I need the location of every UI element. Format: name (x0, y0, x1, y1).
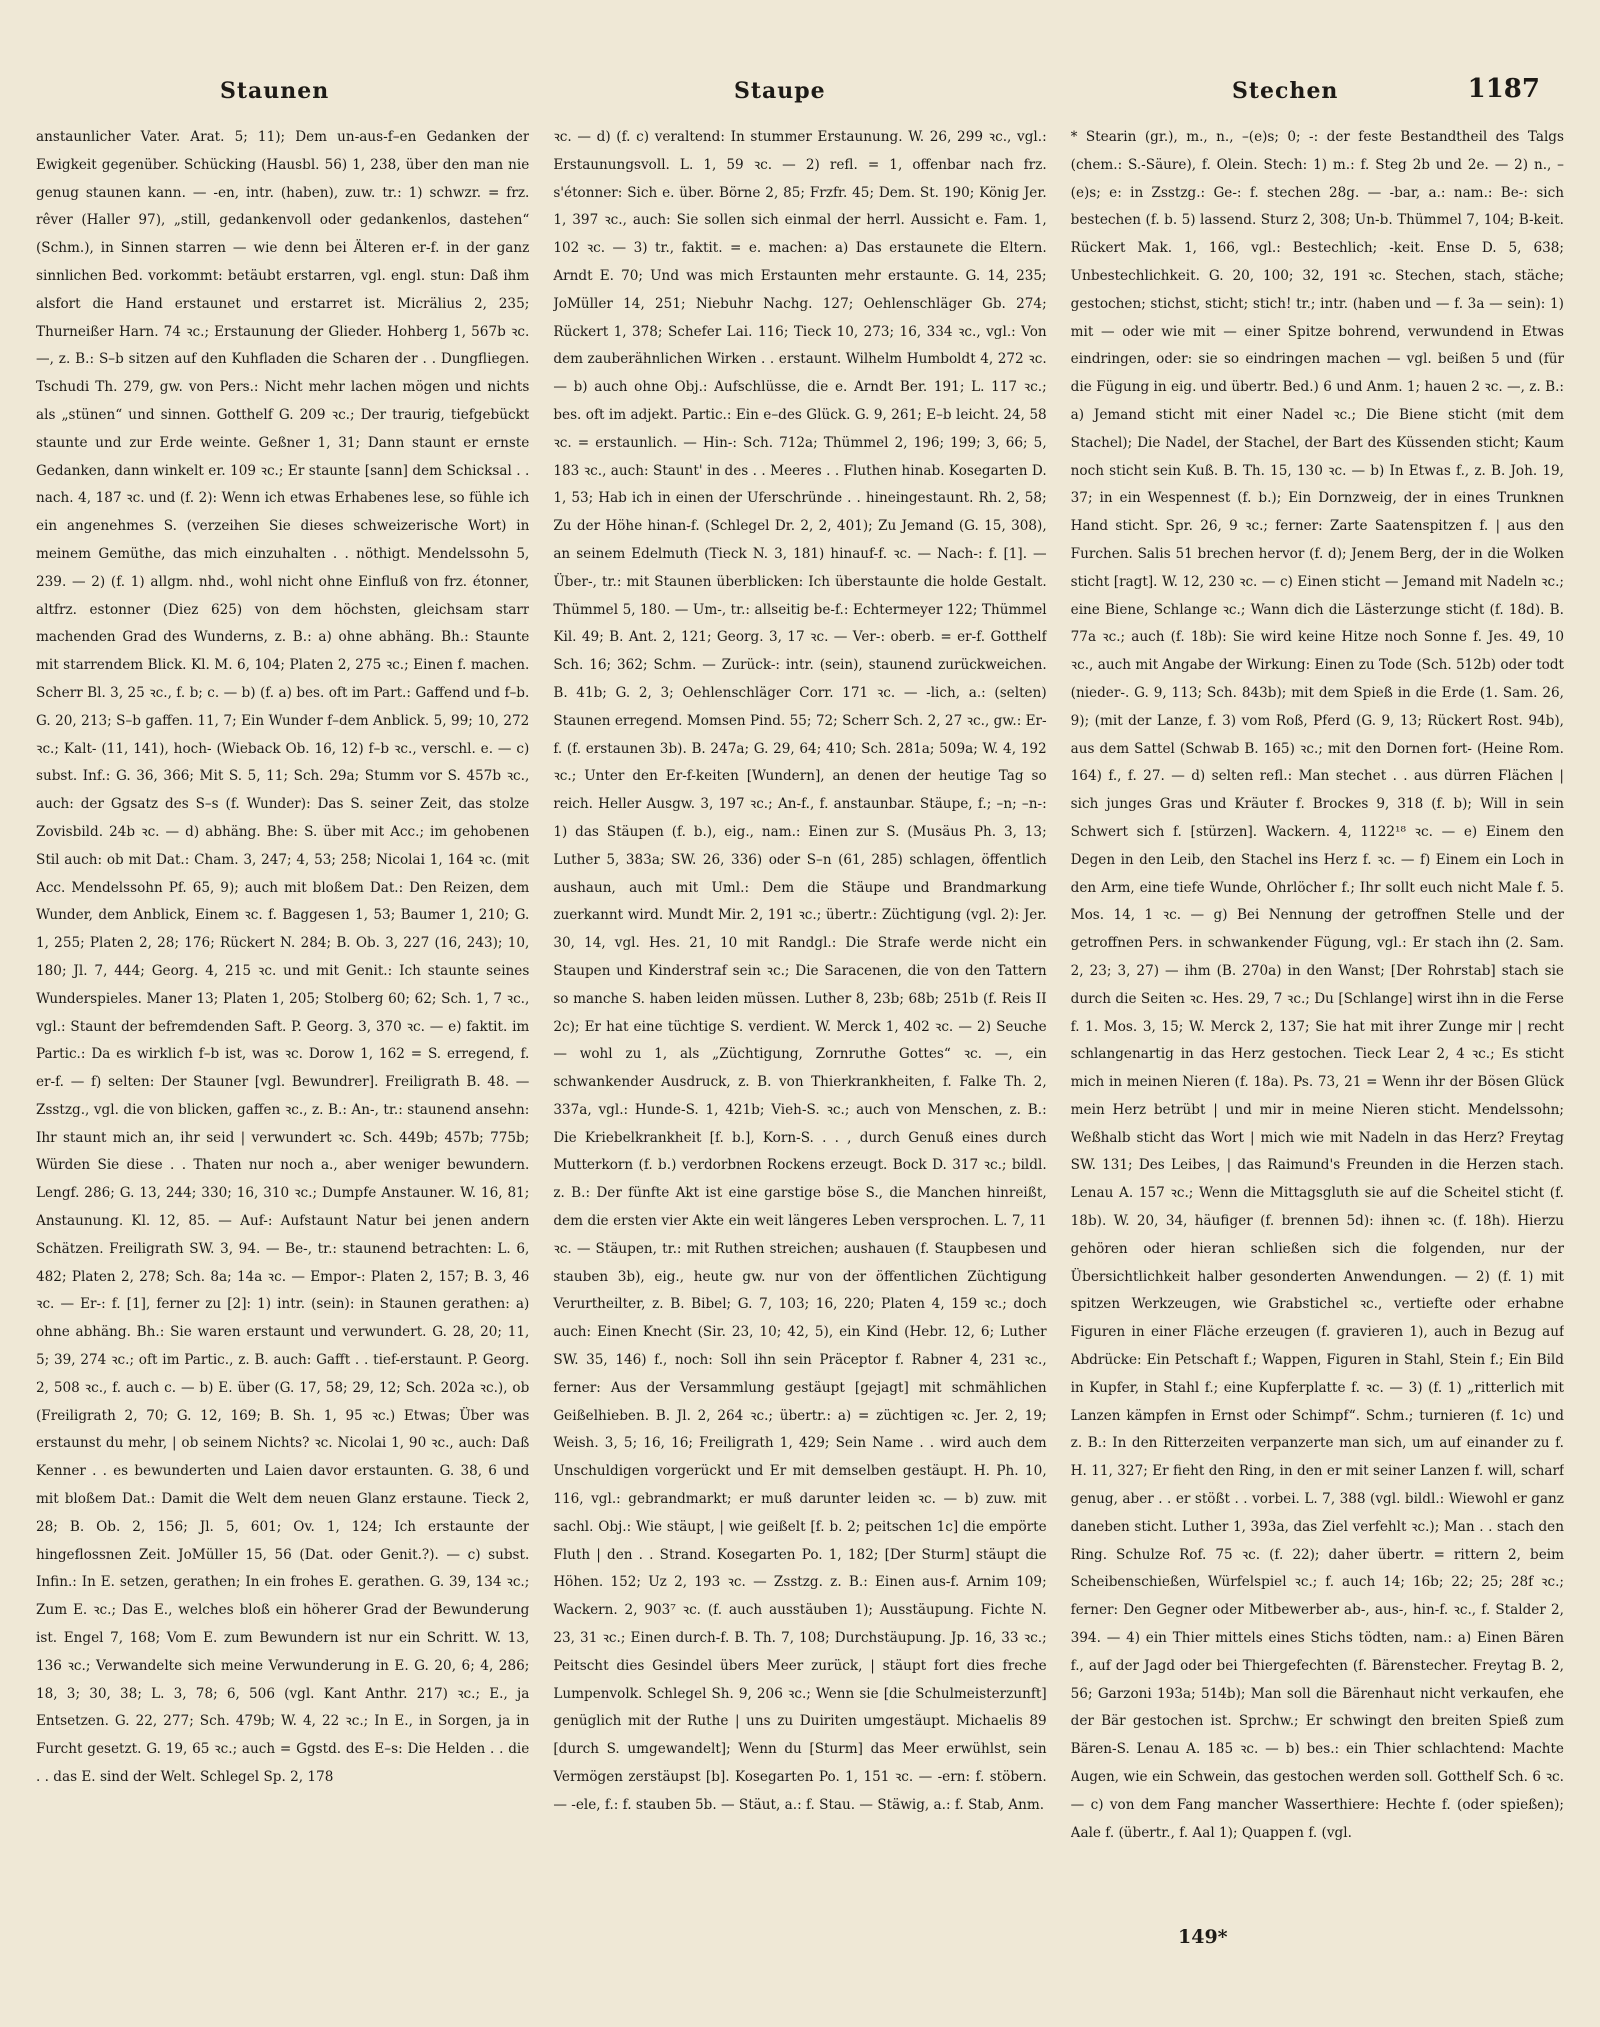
column-middle (553, 124, 1046, 1924)
column-right (1071, 124, 1564, 1924)
column-middle-text: ꝛc. — d) (f. c) veraltend: In stummer Erstaunung. W. 26, 299 ꝛc., vgl.: Erstaunungsvoll. L. 1, 59 ꝛc. — 2) refl. = 1, offenbar nach frz. s'étonner: Sich e. über. Börne 2, 85; Frzfr. 45; Dem. St. 190; König Jer. 1, 397 ꝛc., auch: Sie sollen sich einmal der herrl. Aussicht e. Fam. 1, 102 ꝛc. — 3) tr., faktit. = e. machen: a) Das erstaunete die Eltern. Arndt E. 70; Und was mich Erstaunten mehr erstaunte. G. 14, 235; JoMüller 14, 251; Niebuhr Nachg. 127; Oehlenschläger Gb. 274; Rückert 1, 378; Schefer Lai. 116; Tieck 10, 273; 16, 334 ꝛc., vgl.: Von dem zauberähnlichen Wirken . . erstaunt. Wilhelm Humboldt 4, 272 ꝛc. — b) auch ohne Obj.: Aufschlüsse, die e. Arndt Ber. 191; L. 117 ꝛc.; bes. oft im adjekt. Partic.: Ein e–des Glück. G. 9, 261; E–b leicht. 24, 58 ꝛc. = erstaunlich. — Hin-: Sch. 712a; Thümmel 2, 196; 199; 3, 66; 5, 183 ꝛc., auch: Staunt' in des . . Meeres . . Fluthen hinab. Kosegarten D. 1, 53; Hab ich in einen der Uferschründe . . hineingestaunt. Rh. 2, 58; Zu der Höhe hinan-f. (Schlegel Dr. 2, 2, 401); Zu Jemand (G. 15, 308), an seinem Edelmuth (Tieck N. 3, 181) hinauf-f. ꝛc. — Nach-: f. [1]. — Über-, tr.: mit Staunen überblicken: Ich überstaunte die holde Gestalt. Thümmel 5, 180. — Um-, tr.: allseitig be-f.: Echtermeyer 122; Thümmel Kil. 49; B. Ant. 2, 121; Georg. 3, 17 ꝛc. — Ver-: oberb. = er-f. Gotthelf Sch. 16; 362; Schm. — Zurück-: intr. (sein), staunend zurückweichen. B. 41b; G. 2, 3; Oehlenschläger Corr. 171 ꝛc. — -lich, a.: (selten) Staunen erregend. Momsen Pind. 55; 72; Scherr Sch. 2, 27 ꝛc., gw.: Er-f. (f. erstaunen 3b). B. 247a; G. 29, 64; 410; Sch. 281a; 509a; W. 4, 192 ꝛc.; Unter den Er-f-keiten [Wundern], an denen der heutige Tag so reich. Heller Ausgw. 3, 197 ꝛc.; An-f., f. anstaunbar. Stäupe, f.; –n; –n-: 1) das Stäupen (f. b.), eig., nam.: Einen zur S. (Musäus Ph. 3, 13; Luther 5, 383a; SW. 26, 336) oder S–n (61, 285) schlagen, öffentlich aushaun, auch mit Uml.: Dem die Stäupe und Brandmarkung zuerkannt wird. Mundt Mir. 2, 191 ꝛc.; übertr.: Züchtigung (vgl. 2): Jer. 30, 14, vgl. Hes. 21, 10 mit Randgl.: Die Strafe werde nicht ein Staupen und Kinderstraf sein ꝛc.; Die Saracenen, die von den Tattern so manche S. haben leiden müssen. Luther 8, 23b; 68b; 251b (f. Reis II 2c); Er hat eine tüchtige S. verdient. W. Merck 1, 402 ꝛc. — 2) Seuche — wohl zu 1, als „Züchtigung, Zornruthe Gottes“ ꝛc. —, ein schwankender Ausdruck, z. B. von Thierkrankheiten, f. Falke Th. 2, 337a, vgl.: Hunde-S. 1, 421b; Vieh-S. ꝛc.; auch von Menschen, z. B.: Die Kriebelkrankheit [f. b.], Korn-S. . . , durch Genuß eines durch Mutterkorn (f. b.) verdorbnen Rockens erzeugt. Bock D. 317 ꝛc.; bildl. z. B.: Der fünfte Akt ist eine garstige böse S., die Manchen hinreißt, dem die ersten vier Akte ein weit längeres Leben versprochen. L. 7, 11 ꝛc. — Stäupen, tr.: mit Ruthen streichen; aushauen (f. Staupbesen und stauben 3b), eig., heute gw. nur von der öffentlichen Züchtigung Verurtheilter, z. B. Bibel; G. 7, 103; 16, 220; Platen 4, 159 ꝛc.; doch auch: Einen Knecht (Sir. 23, 10; 42, 5), ein Kind (Hebr. 12, 6; Luther SW. 35, 146) f., noch: Soll ihn sein Präceptor f. Rabner 4, 231 ꝛc., ferner: Aus der Versammlung gestäupt [gejagt] mit schmählichen Geißelhieben. B. Jl. 2, 264 ꝛc.; übertr.: a) = züchtigen ꝛc. Jer. 2, 19; Weish. 3, 5; 16, 16; Freiligrath 1, 429; Sein Name . . wird auch dem Unschuldigen vorgerückt und Er mit demselben gestäupt. H. Ph. 10, 116, vgl.: gebrandmarkt; er muß darunter leiden ꝛc. — b) zuw. mit sachl. Obj.: Wie stäupt, | wie geißelt [f. b. 2; peitschen 1c] die empörte Fluth | den . . Strand. Kosegarten Po. 1, 182; [Der Sturm] stäupt die Höhen. 152; Uz 2, 193 ꝛc. — Zsstzg. z. B.: Einen aus-f. Arnim 109; Wackern. 2, 903⁷ ꝛc. (f. auch ausstäuben 1); Ausstäupung. Fichte N. 23, 31 ꝛc.; Einen durch-f. B. Th. 7, 108; Durchstäupung. Jp. 16, 33 ꝛc.; Peitscht dies Gesindel übers Meer zurück, | stäupt fort dies freche Lumpenvolk. Schlegel Sh. 9, 206 ꝛc.; Wenn sie [die Schulmeisterzunft] genüglich mit der Ruthe | uns zu Duiriten umgestäupt. Michaelis 89 [durch S. umgewandelt]; Wenn du [Sturm] das Meer erwühlst, sein Vermögen zerstäupst [b]. Kosegarten Po. 1, 151 ꝛc. — -ern: f. stöbern. — -ele, f.: f. stauben 5b. — Stäut, a.: f. Stau. — Stäwig, a.: f. Stab, Anm. (553, 129, 1047, 1813)
text-columns (36, 124, 1564, 1924)
running-head-left: Staunen (220, 78, 330, 104)
column-left-text: anstaunlicher Vater. Arat. 5; 11); Dem un-aus-f–en Gedanken der Ewigkeit gegenüber. Schücking (Hausbl. 56) 1, 238, über den man nie genug staunen kann. — -en, intr. (haben), zuw. tr.: 1) schwzr. = frz. rêver (Haller 97), „still, gedankenvoll oder gedankenlos, dastehen“ (Schm.), in Sinnen starren — wie denn bei Älteren er-f. in der ganz sinnlichen Bed. vorkommt: betäubt erstarren, vgl. engl. stun: Daß ihm alsfort die Hand erstaunet und erstarret ist. Micrälius 2, 235; Thurneißer Harn. 74 ꝛc.; Erstaunung der Glieder. Hohberg 1, 567b ꝛc. —, z. B.: S–b sitzen auf den Kuhfladen die Scharen der . . Dungfliegen. Tschudi Th. 279, gw. von Pers.: Nicht mehr lachen mögen und nichts als „stünen“ und sinnen. Gotthelf G. 209 ꝛc.; Der traurig, tiefgebückt staunte und zur Erde weinte. Geßner 1, 31; Dann staunt er ernste Gedanken, dann winkelt er. 109 ꝛc.; Er staunte [sann] dem Schicksal . . nach. 4, 187 ꝛc. und (f. 2): Wenn ich etwas Erhabenes lese, so fühle ich ein angenehmes S. (verzeihen Sie dieses schweizerische Wort) in meinem Gemüthe, das mich einzuhalten . . nöthigt. Mendelssohn 5, 239. — 2) (f. 1) allgm. nhd., wohl nicht ohne Einfluß von frz. étonner, altfrz. estonner (Diez 625) von dem höchsten, gleichsam starr machenden Grad des Wunderns, z. B.: a) ohne abhäng. Bh.: Staunte mit starrendem Blick. Kl. M. 6, 104; Platen 2, 275 ꝛc.; Einen f. machen. Scherr Bl. 3, 25 ꝛc., f. b; c. — b) (f. a) bes. oft im Part.: Gaffend und f–b. G. 20, 213; S–b gaffen. 11, 7; Ein Wunder f–dem Anblick. 5, 99; 10, 272 ꝛc.; Kalt- (11, 141), hoch- (Wieback Ob. 16, 12) f–b ꝛc., verschl. e. — c) subst. Inf.: G. 36, 366; Mit S. 5, 11; Sch. 29a; Stumm vor S. 457b ꝛc., auch: der Ggsatz des S–s (f. Wunder): Das S. seiner Zeit, das stolze Zovisbild. 24b ꝛc. — d) abhäng. Bhe: S. über mit Acc.; im gehobenen Stil auch: ob mit Dat.: Cham. 3, 247; 4, 53; 258; Nicolai 1, 164 ꝛc. (mit Acc. Mendelssohn Pf. 65, 9); auch mit bloßem Dat.: Den Reizen, dem Wunder, dem Anblick, Einem ꝛc. f. Baggesen 1, 53; Baumer 1, 210; G. 1, 255; Platen 2, 28; 176; Rückert N. 284; B. Ob. 3, 227 (16, 243); 10, 180; Jl. 7, 444; Georg. 4, 215 ꝛc. und mit Genit.: Ich staunte seines Wunderspieles. Maner 13; Platen 1, 205; Stolberg 60; 62; Sch. 1, 7 ꝛc., vgl.: Staunt der befremdenden Saft. P. Georg. 3, 370 ꝛc. — e) faktit. im Partic.: Da es wirklich f–b ist, was ꝛc. Dorow 1, 162 = S. erregend, f. er-f. — f) selten: Der Stauner [vgl. Bewundrer]. Freiligrath B. 48. — Zsstzg., vgl. die von blicken, gaffen ꝛc., z. B.: An-, tr.: staunend ansehn: Ihr staunt mich an, ihr seid | verwundert ꝛc. Sch. 449b; 457b; 775b; Würden Sie diese . . Thaten nur noch a., aber weniger bewundern. Lengf. 286; G. 13, 244; 330; 16, 310 ꝛc.; Dumpfe Anstauner. W. 16, 81; Anstaunung. Kl. 12, 85. — Auf-: Aufstaunt Natur bei jenen andern Schätzen. Freiligrath SW. 3, 94. — Be-, tr.: staunend betrachten: L. 6, 482; Platen 2, 278; Sch. 8a; 14a ꝛc. — Empor-: Platen 2, 157; B. 3, 46 ꝛc. — Er-: f. [1], ferner zu [2]: 1) intr. (sein): in Staunen gerathen: a) ohne abhäng. Bh.: Sie waren erstaunt und verwundert. G. 28, 20; 11, 5; 39, 274 ꝛc.; oft im Partic., z. B. auch: Gafft . . tief-erstaunt. P. Georg. 2, 508 ꝛc., f. auch c. — b) E. über (G. 17, 58; 29, 12; Sch. 202a ꝛc.), ob (Freiligrath 2, 70; G. 12, 169; B. Sh. 1, 95 ꝛc.) Etwas; Über was erstaunst du mehr, | ob seinem Nichts? ꝛc. Nicolai 1, 90 ꝛc., auch: Daß Kenner . . es bewunderten und Laien davor erstaunten. G. 38, 6 und mit bloßem Dat.: Damit die Welt dem neuen Glanz erstaune. Tieck 2, 28; B. Ob. 2, 156; Jl. 5, 601; Ov. 1, 124; Ich erstaunte der hingeflossnen Zeit. JoMüller 15, 56 (Dat. oder Genit.?). — c) subst. Infin.: In E. setzen, gerathen; In ein frohes E. gerathen. G. 39, 134 ꝛc.; Zum E. ꝛc.; Das E., welches bloß ein höherer Grad der Bewunderung ist. Engel 7, 168; Vom E. zum Bewundern ist nur ein Schritt. W. 13, 136 ꝛc.; Verwandelte sich meine Verwunderung in E. G. 20, 6; 4, 286; 18, 3; 30, 38; L. 3, 78; 6, 506 (vgl. Kant Anthr. 217) ꝛc.; E., ja Entsetzen. G. 22, 277; Sch. 479b; W. 4, 22 ꝛc.; In E., in Sorgen, ja in Furcht gesetzt. G. 19, 65 ꝛc.; auch = Ggstd. des E–s: Die Helden . . die . . das E. sind der Welt. Schlegel Sp. 2, 178 (36, 129, 530, 1786)
page-header (36, 70, 1564, 114)
column-left (36, 124, 529, 1924)
sheet-signature: 149* (1178, 1926, 1228, 1948)
running-head-right: Stechen (1232, 78, 1339, 104)
running-head-center: Staupe (734, 78, 826, 104)
page-number: 1187 (1467, 74, 1540, 104)
column-right-text: * Stearin (gr.), m., n., –(e)s; 0; -: der feste Bestandtheil des Talgs (chem.: S.-Säure), f. Olein. Stech: 1) m.: f. Steg 2b und 2e. — 2) n., –(e)s; e: in Zsstzg.: Ge-: f. stechen 28g. — -bar, a.: nam.: Be-: sich bestechen (f. b. 5) lassend. Sturz 2, 308; Un-b. Thümmel 7, 104; B-keit. Rückert Mak. 1, 166, vgl.: Bestechlich; -keit. Ense D. 5, 638; Unbestechlichkeit. G. 20, 100; 32, 191 ꝛc. Stechen, stach, stäche; gestochen; stichst, sticht; stich! tr.; intr. (haben und — f. 3a — sein): 1) mit — oder wie mit — einer Spitze bohrend, verwundend in Etwas eindringen, oder: sie so eindringen machen — vgl. beißen 5 und (für die Fügung in eig. und übertr. Bed.) 6 und Anm. 1; hauen 2 ꝛc. —, z. B.: a) Jemand sticht mit einer Nadel ꝛc.; Die Biene sticht (mit dem Stachel); Die Nadel, der Stachel, der Bart des Küssenden sticht; Kaum noch sticht sein Kuß. B. Th. 15, 130 ꝛc. — b) In Etwas f., z. B. Joh. 19, 37; in ein Wespennest (f. b.); Ein Dornzweig, der in eines Trunknen Hand sticht. Spr. 26, 9 ꝛc.; ferner: Zarte Saatenspitzen f. | aus den Furchen. Salis 51 brechen hervor (f. d); Jenem Berg, der in die Wolken sticht [ragt]. W. 12, 230 ꝛc. — c) Einen sticht — Jemand mit Nadeln ꝛc.; eine Biene, Schlange ꝛc.; Wann dich die Lästerzunge sticht (f. 18d). B. 77a ꝛc.; auch (f. 18b): Sie wird keine Hitze noch Sonne f. Jes. 49, 10 ꝛc., auch mit Angabe der Wirkung: Einen zu Tode (Sch. 512b) oder todt (nieder-. G. 9, 113; Sch. 843b); mit dem Spieß in die Erde (1. Sam. 26, 9); (mit der Lanze, f. 3) vom Roß, Pferd (G. 9, 13; Rückert Rost. 94b), aus dem Sattel (Schwab B. 165) ꝛc.; mit den Dornen fort- (Heine Rom. 164) f., f. 27. — d) selten refl.: Man stechet . . aus dürren Flächen | sich junges Gras und Kräuter f. Brockes 9, 318 (f. b); Will in sein Schwert sich f. [stürzen]. Wackern. 4, 1122¹⁸ ꝛc. — e) Einem den Degen in den Leib, den Stachel ins Herz f. ꝛc. — f) Einem ein Loch in den Arm, eine tiefe Wunde, Ohrlöcher f.; Ihr sollt euch nicht Male f. 5. Mos. 14, 1 ꝛc. — g) Bei Nennung der getroffnen Stelle und der getroffnen Pers. in schwankender Fügung, vgl.: Er stach ihn (2. Sam. 2, 23; 3, 27) — ihm (B. 270a) in den Wanst; [Der Rohrstab] stach sie durch die Seiten ꝛc. Hes. 29, 7 ꝛc.; Du [Schlange] wirst ihn in die Ferse f. 1. Mos. 3, 15; W. Merck 2, 137; Sie hat mit ihrer Zunge mir | recht schlangenartig in das Herz gestochen. Tieck Lear 2, 4 ꝛc.; Es sticht mich in meinen Nieren (f. 18a). Ps. 73, 21 = Wenn ihr der Bösen Glück mein Herz betrübt | und mir in meine Nieren sticht. Mendelssohn; Weßhalb sticht das Wort | mich wie mit Nadeln in das Herz? Freytag SW. 131; Des Leibes, | das Raimund's Freunden in die Herzen stach. Lenau A. 157 ꝛc.; Wenn die Mittagsgluth sie auf die Scheitel sticht (f. 18b). W. 20, 34, häufiger (f. brennen 5d): ihnen ꝛc. (f. 18h). Hierzu gehören oder hieran schließen sich die folgenden, nur der Übersichtlichkeit halber gesonderten Anwendungen. — 2) (f. 1) mit spitzen Werkzeugen, wie Grabstichel ꝛc., vertiefte oder erhabne Figuren in einer Fläche erzeugen (f. gravieren 1), auch in Bezug auf Abdrücke: Ein Petschaft f.; Wappen, Figuren in Stahl, Stein f.; Ein Bild in Kupfer, in Stahl f.; eine Kupferplatte f. ꝛc. — 3) (f. 1) „ritterlich mit Lanzen kämpfen in Ernst oder Schimpf“. Schm.; turnieren (f. 1c) und z. B.: In den Ritterzeiten verpanzerte man sich, um auf einander zu f. H. 11, 327; Er fieht den Ring, in den er mit seiner Lanzen f. will, scharf genug, aber . . er stößt . . vorbei. L. 7, 388 (vgl. bildl.: Wiewohl er ganz daneben sticht. Luther 1, 393a, das Ziel verfehlt ꝛc.); Man . . stach den Ring. Schulze Rof. 75 ꝛc. (f. 22); daher übertr. = rittern 2, beim Scheibenschießen, Würfelspiel ꝛc.; f. auch 14; 16b; 22; 25; 28f ꝛc.; ferner: Den Gegner oder Mitbewerber ab-, aus-, hin-f. ꝛc., f. Stalder 2, 394. — 4) ein Thier mittels eines Stichs tödten, nam.: a) Einen Bären f., auf der Jagd oder bei Thiergefechten (f. Bärenstecher. Freytag B. 2, 56; Garzoni 193a; 514b); Man soll die Bärenhaut nicht verkaufen, ehe der Bär gestochen ist. Sprchw.; Er schwingt den breiten Spieß zum Bären-S. Lenau A. 185 ꝛc. — b) bes.: ein Thier schlachtend: Machte Augen, wie ein Schwein, das gestochen werden soll. Gotthelf Sch. 6 ꝛc. — c) von dem Fang mancher Wasserthiere: Hechte f. (oder spießen); Aale f. (übertr., f. Aal 1); Quappen f. (vgl. (1070, 129, 1564, 1841)
